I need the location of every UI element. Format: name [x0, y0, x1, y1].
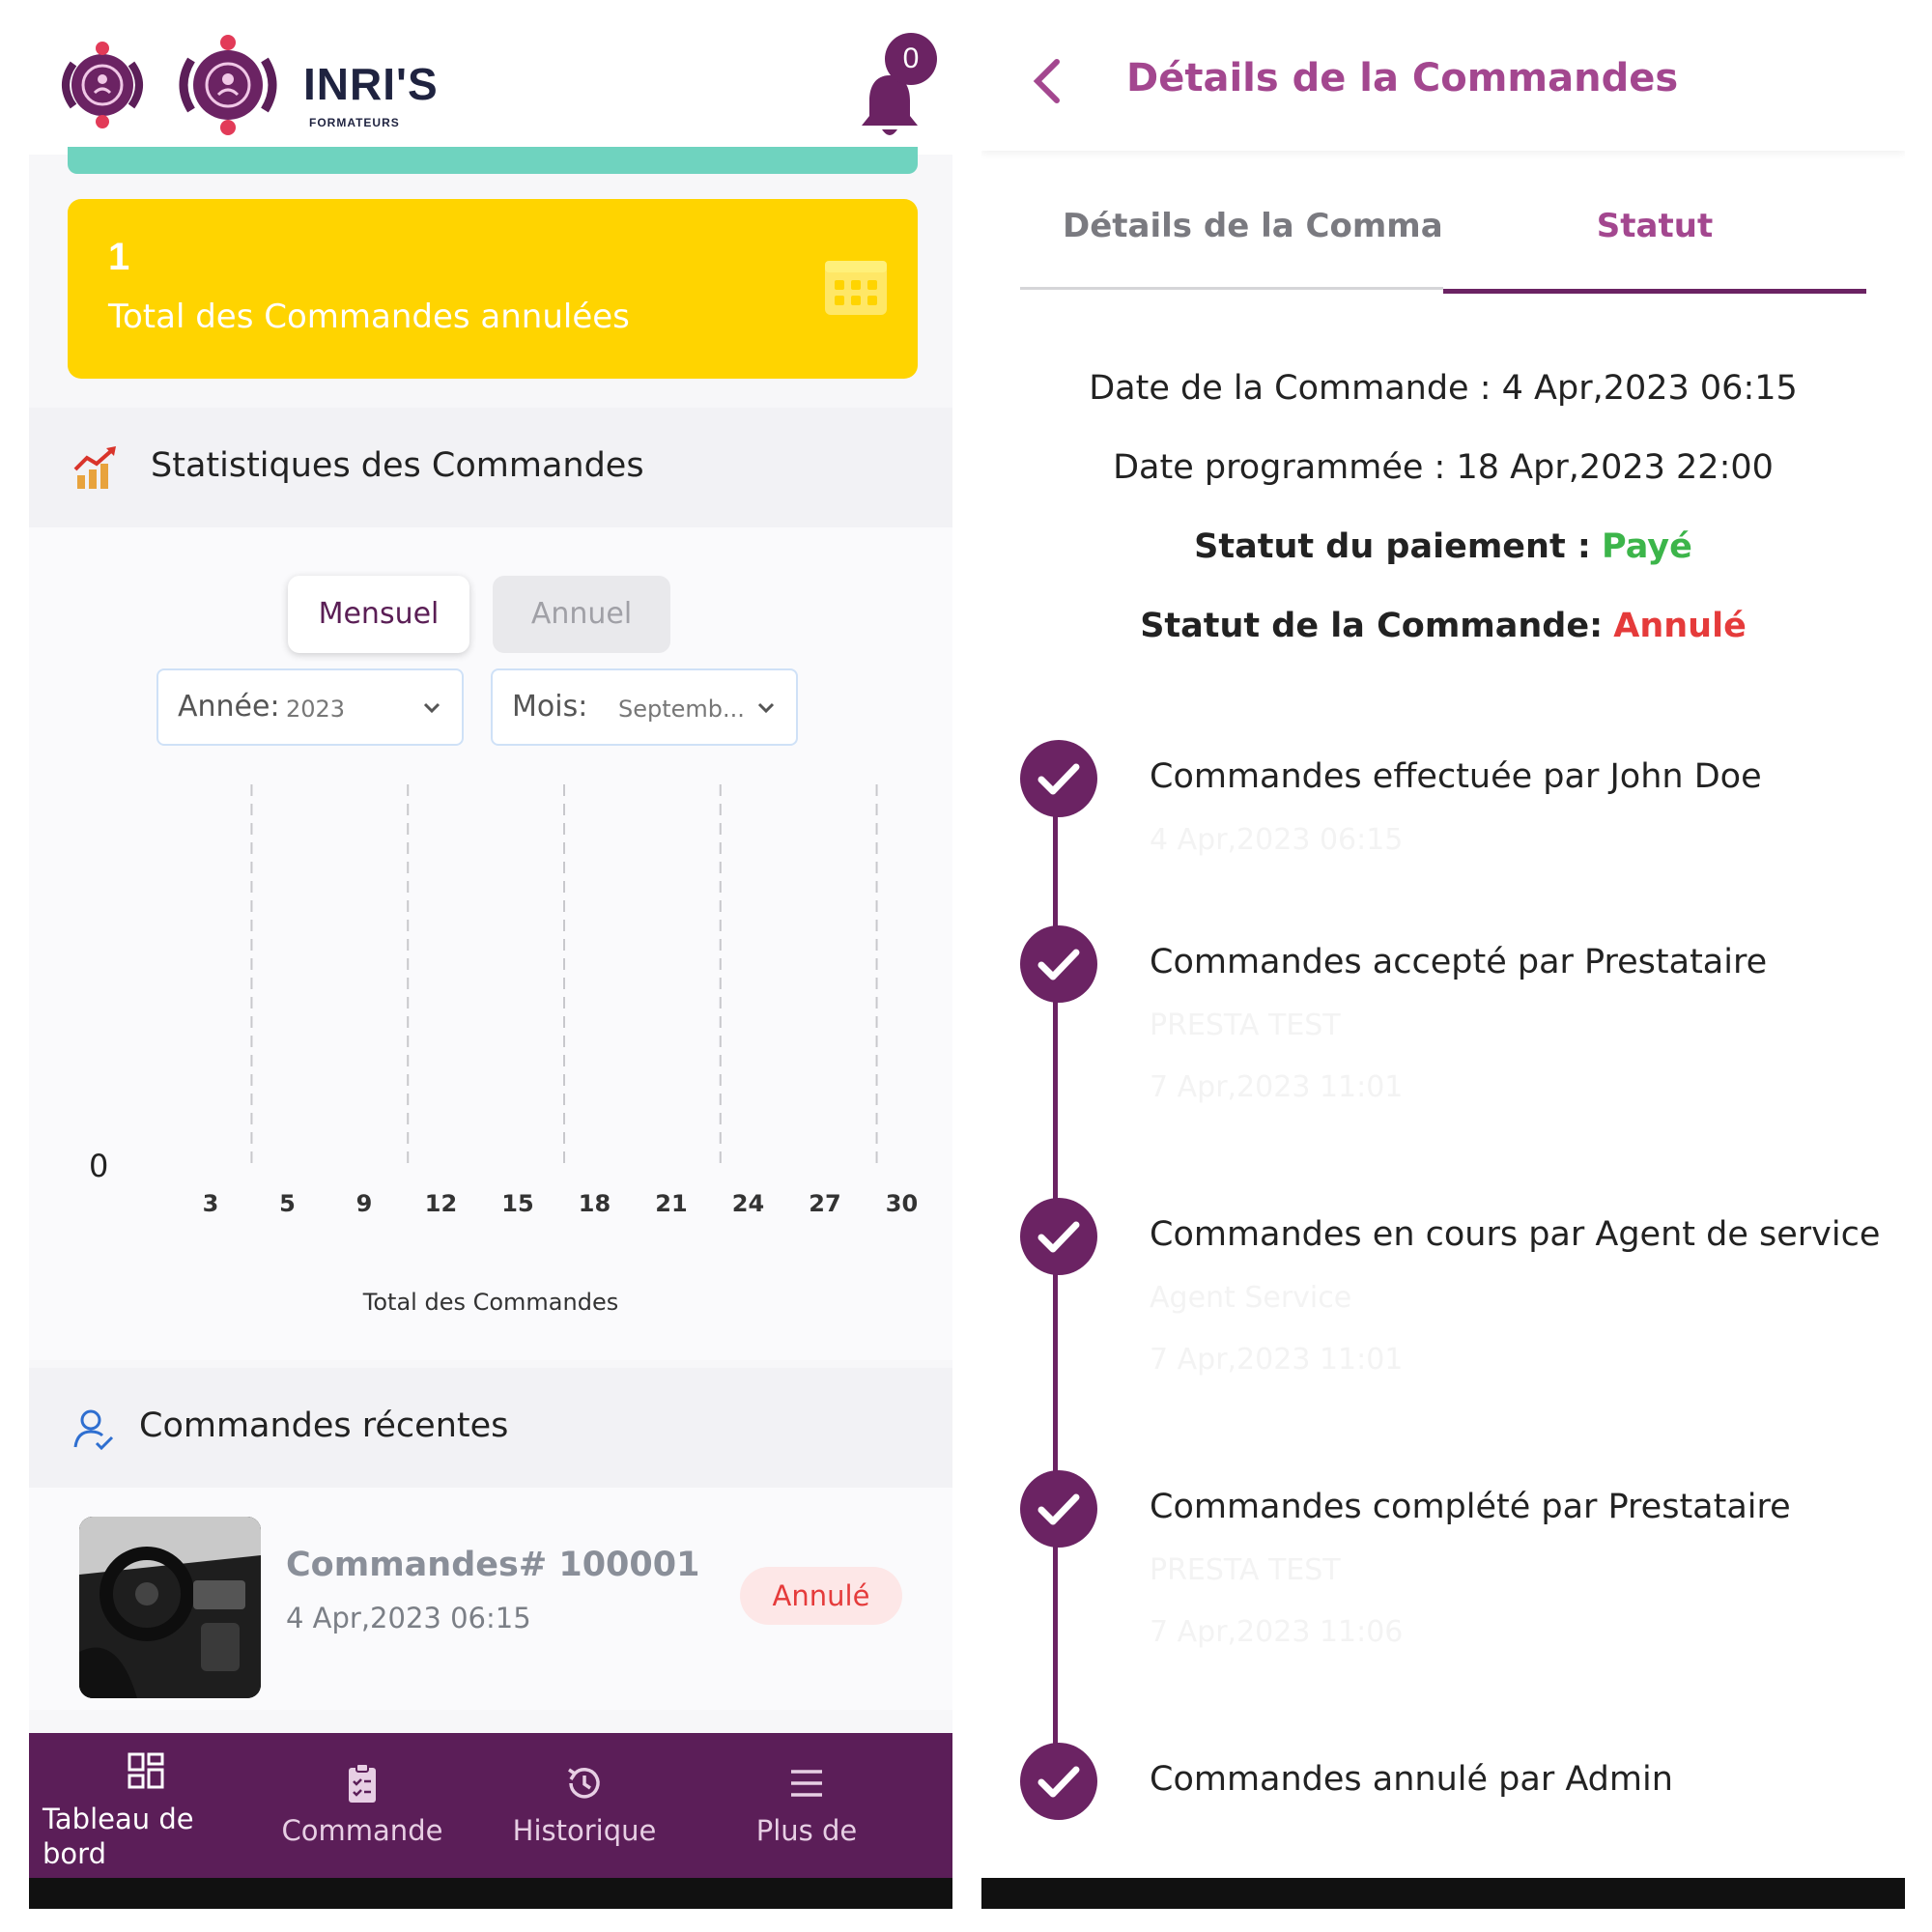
timeline-step-text: Commandes accepté par Prestataire [1150, 943, 1768, 981]
nav-label-dashboard-line1: Tableau de [43, 1803, 194, 1835]
timeline-step-actor: PRESTA TEST [1150, 1009, 1341, 1042]
nav-item-history[interactable] [473, 1733, 696, 1878]
timeline-step-date: 7 Apr,2023 11:01 [1150, 1070, 1404, 1104]
order-number: Commandes# 100001 [286, 1546, 700, 1584]
payment-status-line [981, 527, 1905, 566]
nav-label-more: Plus de [755, 1814, 858, 1847]
chart-x-tick-label: 12 [424, 1190, 458, 1217]
chart-x-tick-label: 21 [655, 1190, 688, 1217]
chart-x-tick-label: 5 [279, 1190, 296, 1217]
month-select-label: Mois: [512, 690, 588, 724]
payment-status-value: Payé [1602, 527, 1692, 566]
chart-x-tick-label: 15 [501, 1190, 534, 1217]
bottom-navigation [29, 1733, 952, 1878]
monthly-toggle-button[interactable]: Mensuel [288, 576, 469, 653]
timeline-step-text: Commandes annulé par Admin [1150, 1760, 1673, 1799]
chart-x-tick-label: 18 [578, 1190, 611, 1217]
timeline-step-check-icon [1020, 740, 1097, 817]
back-arrow-icon[interactable] [1020, 52, 1078, 110]
payment-status-label: Statut du paiement : [1194, 527, 1591, 566]
notification-badge: 0 [885, 33, 937, 85]
dashboard-screen [29, 29, 952, 1909]
app-bar [981, 29, 1905, 151]
yearly-toggle-button[interactable]: Annuel [493, 576, 670, 653]
dashboard-icon [124, 1748, 170, 1795]
timeline-step-actor: Agent Service [1150, 1281, 1352, 1315]
month-select[interactable] [491, 668, 798, 746]
timeline-step-text: Commandes effectuée par John Doe [1150, 757, 1762, 796]
teal-summary-card-edge [68, 147, 918, 174]
nav-label-dashboard-line2: bord [43, 1837, 106, 1870]
chevron-down-icon [421, 697, 442, 719]
logo-text: INRI'S [303, 59, 439, 109]
user-check-icon [71, 1406, 116, 1451]
order-date-label: Date de la Commande : [1089, 369, 1492, 408]
timeline-step-check-icon [1020, 1198, 1097, 1275]
chart-panel [29, 527, 952, 1360]
orders-line-chart [29, 769, 952, 1223]
car-interior-thumbnail [79, 1517, 261, 1698]
stats-section-header [29, 408, 952, 527]
system-navigation-bar [981, 1878, 1905, 1909]
logo-icon [170, 29, 286, 141]
recent-orders-header [29, 1368, 952, 1488]
recent-orders-title: Commandes récentes [139, 1406, 509, 1445]
scheduled-date-value: 18 Apr,2023 22:00 [1456, 448, 1774, 487]
order-list-item[interactable] [29, 1488, 952, 1710]
order-date: 4 Apr,2023 06:15 [286, 1602, 531, 1634]
nav-item-more[interactable] [696, 1733, 918, 1878]
order-date-value: 4 Apr,2023 06:15 [1501, 369, 1798, 408]
timeline-step-check-icon [1020, 1470, 1097, 1548]
menu-icon [783, 1760, 830, 1806]
chart-x-tick-label: 24 [731, 1190, 765, 1217]
scheduled-date-line [981, 448, 1905, 487]
scheduled-date-label: Date programmée : [1113, 448, 1446, 487]
tab-status-label: Statut [1596, 207, 1714, 245]
timeline-step-date: 7 Apr,2023 11:06 [1150, 1615, 1404, 1649]
timeline-step-check-icon [1020, 925, 1097, 1003]
chart-x-tick-label: 27 [809, 1190, 841, 1217]
timeline-step-check-icon [1020, 1743, 1097, 1820]
timeline-step-text: Commandes en cours par Agent de service [1150, 1215, 1881, 1254]
timeline-step-actor: PRESTA TEST [1150, 1553, 1341, 1587]
chart-x-tick-label: 30 [885, 1190, 919, 1217]
order-status-value: Annulé [1613, 607, 1747, 645]
logo-subtext: FORMATEURS [309, 116, 400, 129]
month-select-value: Septemb... [618, 696, 745, 723]
history-icon [561, 1760, 608, 1806]
cancelled-orders-count: 1 [108, 236, 130, 278]
calendar-icon [821, 251, 891, 321]
chart-y-tick-label: 0 [89, 1148, 109, 1184]
status-badge: Annulé [740, 1567, 902, 1625]
tab-order-details-label: Détails de la Comma [1063, 207, 1443, 245]
cancelled-orders-label: Total des Commandes annulées [108, 298, 630, 336]
order-date-line [981, 369, 1905, 408]
year-select-value: 2023 [286, 696, 346, 723]
chart-x-tick-label: 9 [355, 1190, 373, 1217]
brand-emblem-icon [52, 35, 153, 135]
stats-chart-icon [71, 444, 120, 493]
chart-x-axis-title: Total des Commandes [362, 1289, 619, 1316]
order-status-label: Statut de la Commande: [1140, 607, 1604, 645]
app-header [29, 29, 952, 155]
year-select-label: Année: [178, 690, 280, 724]
chevron-down-icon [755, 697, 777, 719]
chart-x-tick-label: 3 [202, 1190, 219, 1217]
year-select[interactable] [156, 668, 464, 746]
tab-status[interactable] [1443, 151, 1866, 294]
order-status-line [981, 607, 1905, 645]
tab-order-details[interactable] [1020, 151, 1443, 290]
nav-label-orders: Commande [281, 1814, 443, 1847]
clipboard-icon [339, 1760, 385, 1806]
nav-item-dashboard[interactable] [29, 1733, 251, 1878]
system-navigation-bar [29, 1878, 952, 1909]
cancelled-orders-card[interactable] [68, 199, 918, 379]
timeline-step-text: Commandes complété par Prestataire [1150, 1488, 1791, 1526]
tab-bar [1020, 151, 1866, 294]
stats-title: Statistiques des Commandes [151, 446, 644, 485]
nav-label-history: Historique [512, 1814, 657, 1847]
timeline-step-date: 7 Apr,2023 11:01 [1150, 1343, 1404, 1377]
page-title: Détails de la Commandes [1126, 56, 1679, 100]
order-details-screen [981, 29, 1905, 1909]
timeline-step-date: 4 Apr,2023 06:15 [1150, 823, 1404, 857]
nav-item-orders[interactable] [251, 1733, 473, 1878]
